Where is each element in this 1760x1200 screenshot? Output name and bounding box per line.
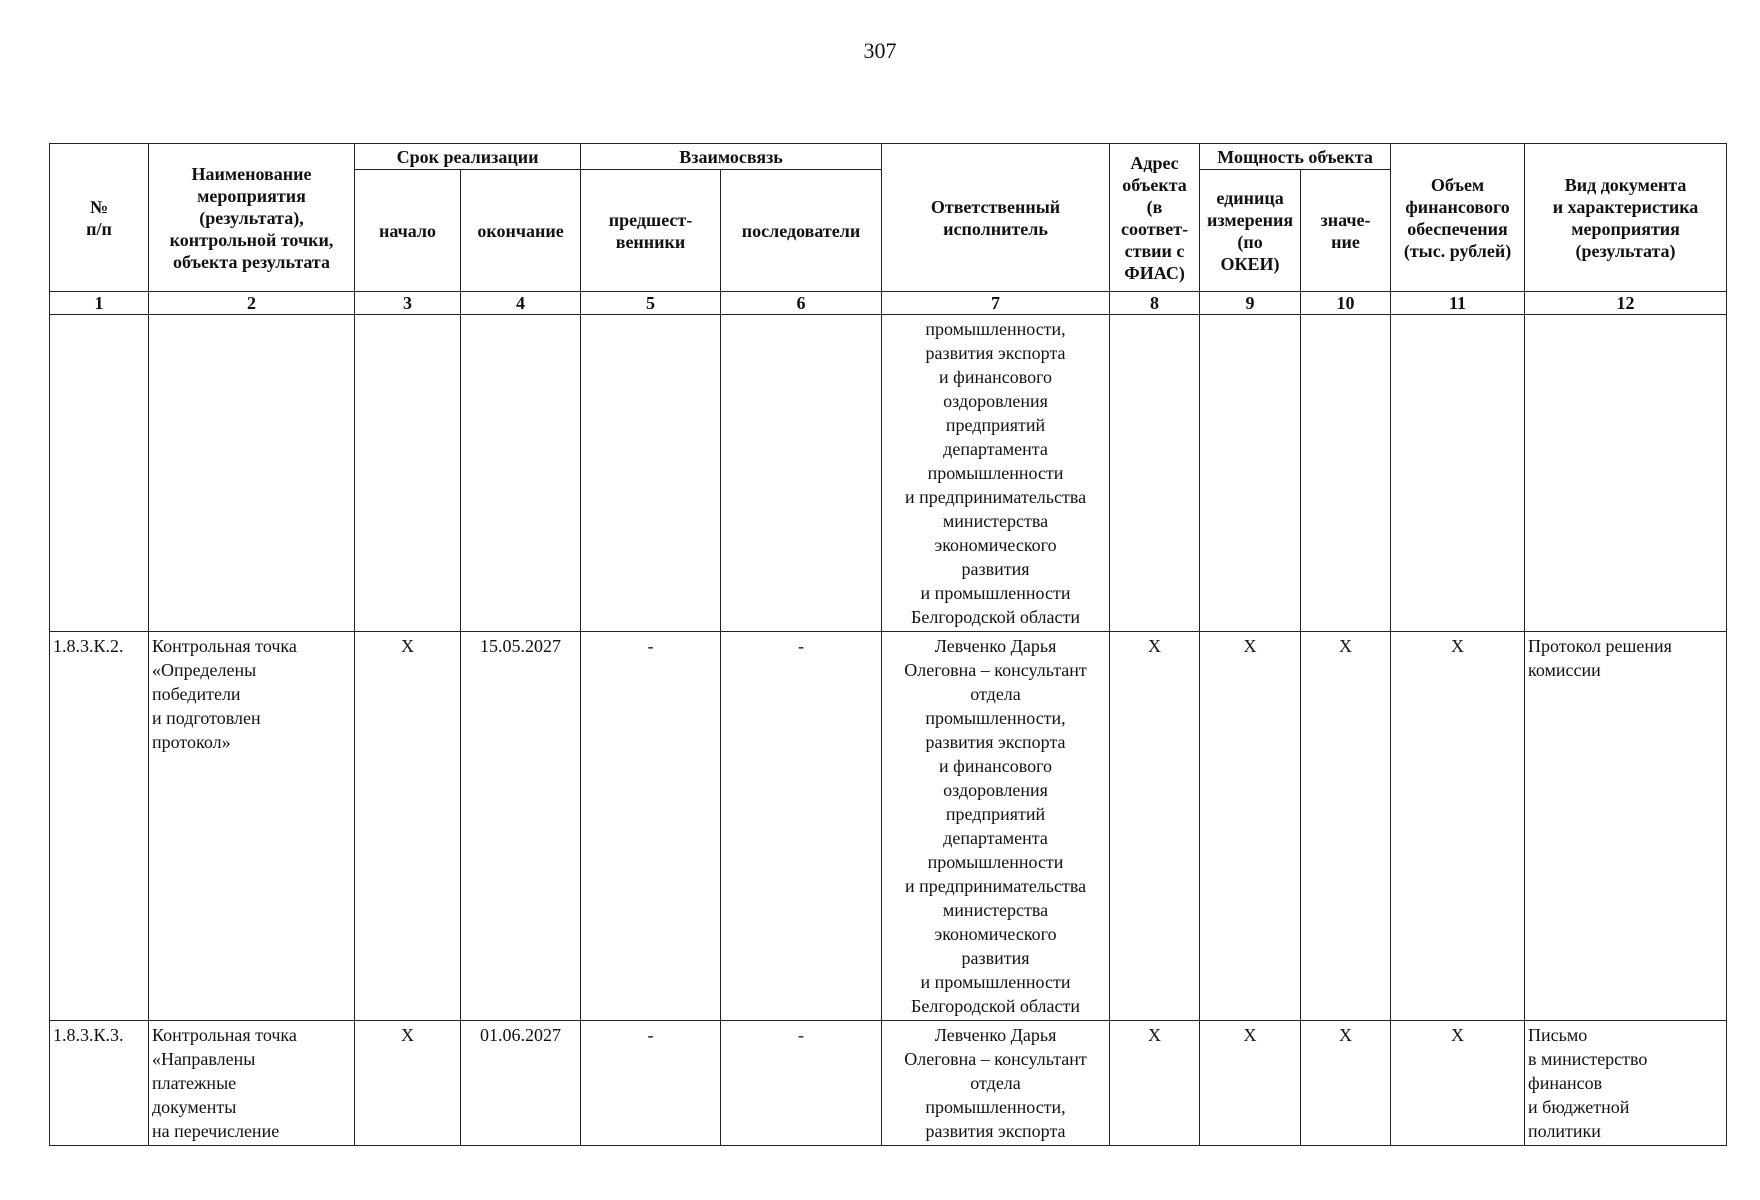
cell-unit: X [1200,1021,1301,1146]
column-number: 11 [1391,292,1525,315]
column-number-row [50,292,1727,315]
cell-succ: - [721,632,882,1021]
cell-responsible: промышленности, развития экспорта и финансового оздоровления предприятий департамента промышленности и предпринимательства министерства экономического развития и промышленности Белгородской области [882,315,1110,632]
plan-table [49,143,1727,1146]
cell-address [1110,315,1200,632]
cell-value: X [1301,1021,1391,1146]
page-number: 307 [863,38,897,63]
cell-address: X [1110,632,1200,1021]
column-number: 10 [1301,292,1391,315]
cell-responsible: Левченко Дарья Олеговна – консультант отдела промышленности, развития экспорта [882,1021,1110,1146]
cell-end: 01.06.2027 [461,1021,581,1146]
column-number: 4 [461,292,581,315]
cell-succ: - [721,1021,882,1146]
header-capacity-group: Мощность объекта [1200,144,1391,170]
cell-end [461,315,581,632]
cell-num [50,315,149,632]
header-relation-pred: предшест- венники [581,170,721,292]
header-capacity-value: значе- ние [1301,170,1391,292]
header-period-start: начало [355,170,461,292]
header-responsible: Ответственный исполнитель [882,144,1110,292]
header-relation-group: Взаимосвязь [581,144,882,170]
column-number: 12 [1525,292,1727,315]
cell-pred: - [581,632,721,1021]
cell-unit [1200,315,1301,632]
cell-end: 15.05.2027 [461,632,581,1021]
cell-name [149,315,355,632]
table-row [50,632,1727,1021]
cell-name: Контрольная точка «Определены победители и подготовлен протокол» [149,632,355,1021]
cell-start [355,315,461,632]
cell-doc: Протокол решения комиссии [1525,632,1727,1021]
table-row [50,315,1727,632]
cell-start: X [355,1021,461,1146]
column-number: 3 [355,292,461,315]
header-doc-type: Вид документа и характеристика мероприятия (результата) [1525,144,1727,292]
cell-pred: - [581,1021,721,1146]
column-number: 6 [721,292,882,315]
header-num: № п/п [50,144,149,292]
cell-num: 1.8.3.К.3. [50,1021,149,1146]
header-capacity-unit: единица измерения (по ОКЕИ) [1200,170,1301,292]
table-row [50,1021,1727,1146]
column-number: 7 [882,292,1110,315]
header-name: Наименование мероприятия (результата), контрольной точки, объекта результата [149,144,355,292]
cell-succ [721,315,882,632]
header-funding: Объем финансового обеспечения (тыс. рублей) [1391,144,1525,292]
header-period-group: Срок реализации [355,144,581,170]
cell-unit: X [1200,632,1301,1021]
cell-pred [581,315,721,632]
column-number: 9 [1200,292,1301,315]
column-number: 1 [50,292,149,315]
header-period-end: окончание [461,170,581,292]
cell-name: Контрольная точка «Направлены платежные документы на перечисление [149,1021,355,1146]
cell-num: 1.8.3.К.2. [50,632,149,1021]
cell-doc [1525,315,1727,632]
cell-address: X [1110,1021,1200,1146]
header-relation-succ: последователи [721,170,882,292]
column-number: 5 [581,292,721,315]
cell-start: X [355,632,461,1021]
header-address: Адрес объекта (в соответ- ствии с ФИАС) [1110,144,1200,292]
cell-responsible: Левченко Дарья Олеговна – консультант отдела промышленности, развития экспорта и финансового оздоровления предприятий департамента промышленности и предпринимательства министерства экономического развития и промышленности Белгородской области [882,632,1110,1021]
cell-funding: X [1391,632,1525,1021]
cell-funding [1391,315,1525,632]
cell-funding: X [1391,1021,1525,1146]
column-number: 8 [1110,292,1200,315]
cell-value [1301,315,1391,632]
cell-doc: Письмо в министерство финансов и бюджетной политики [1525,1021,1727,1146]
column-number: 2 [149,292,355,315]
cell-value: X [1301,632,1391,1021]
